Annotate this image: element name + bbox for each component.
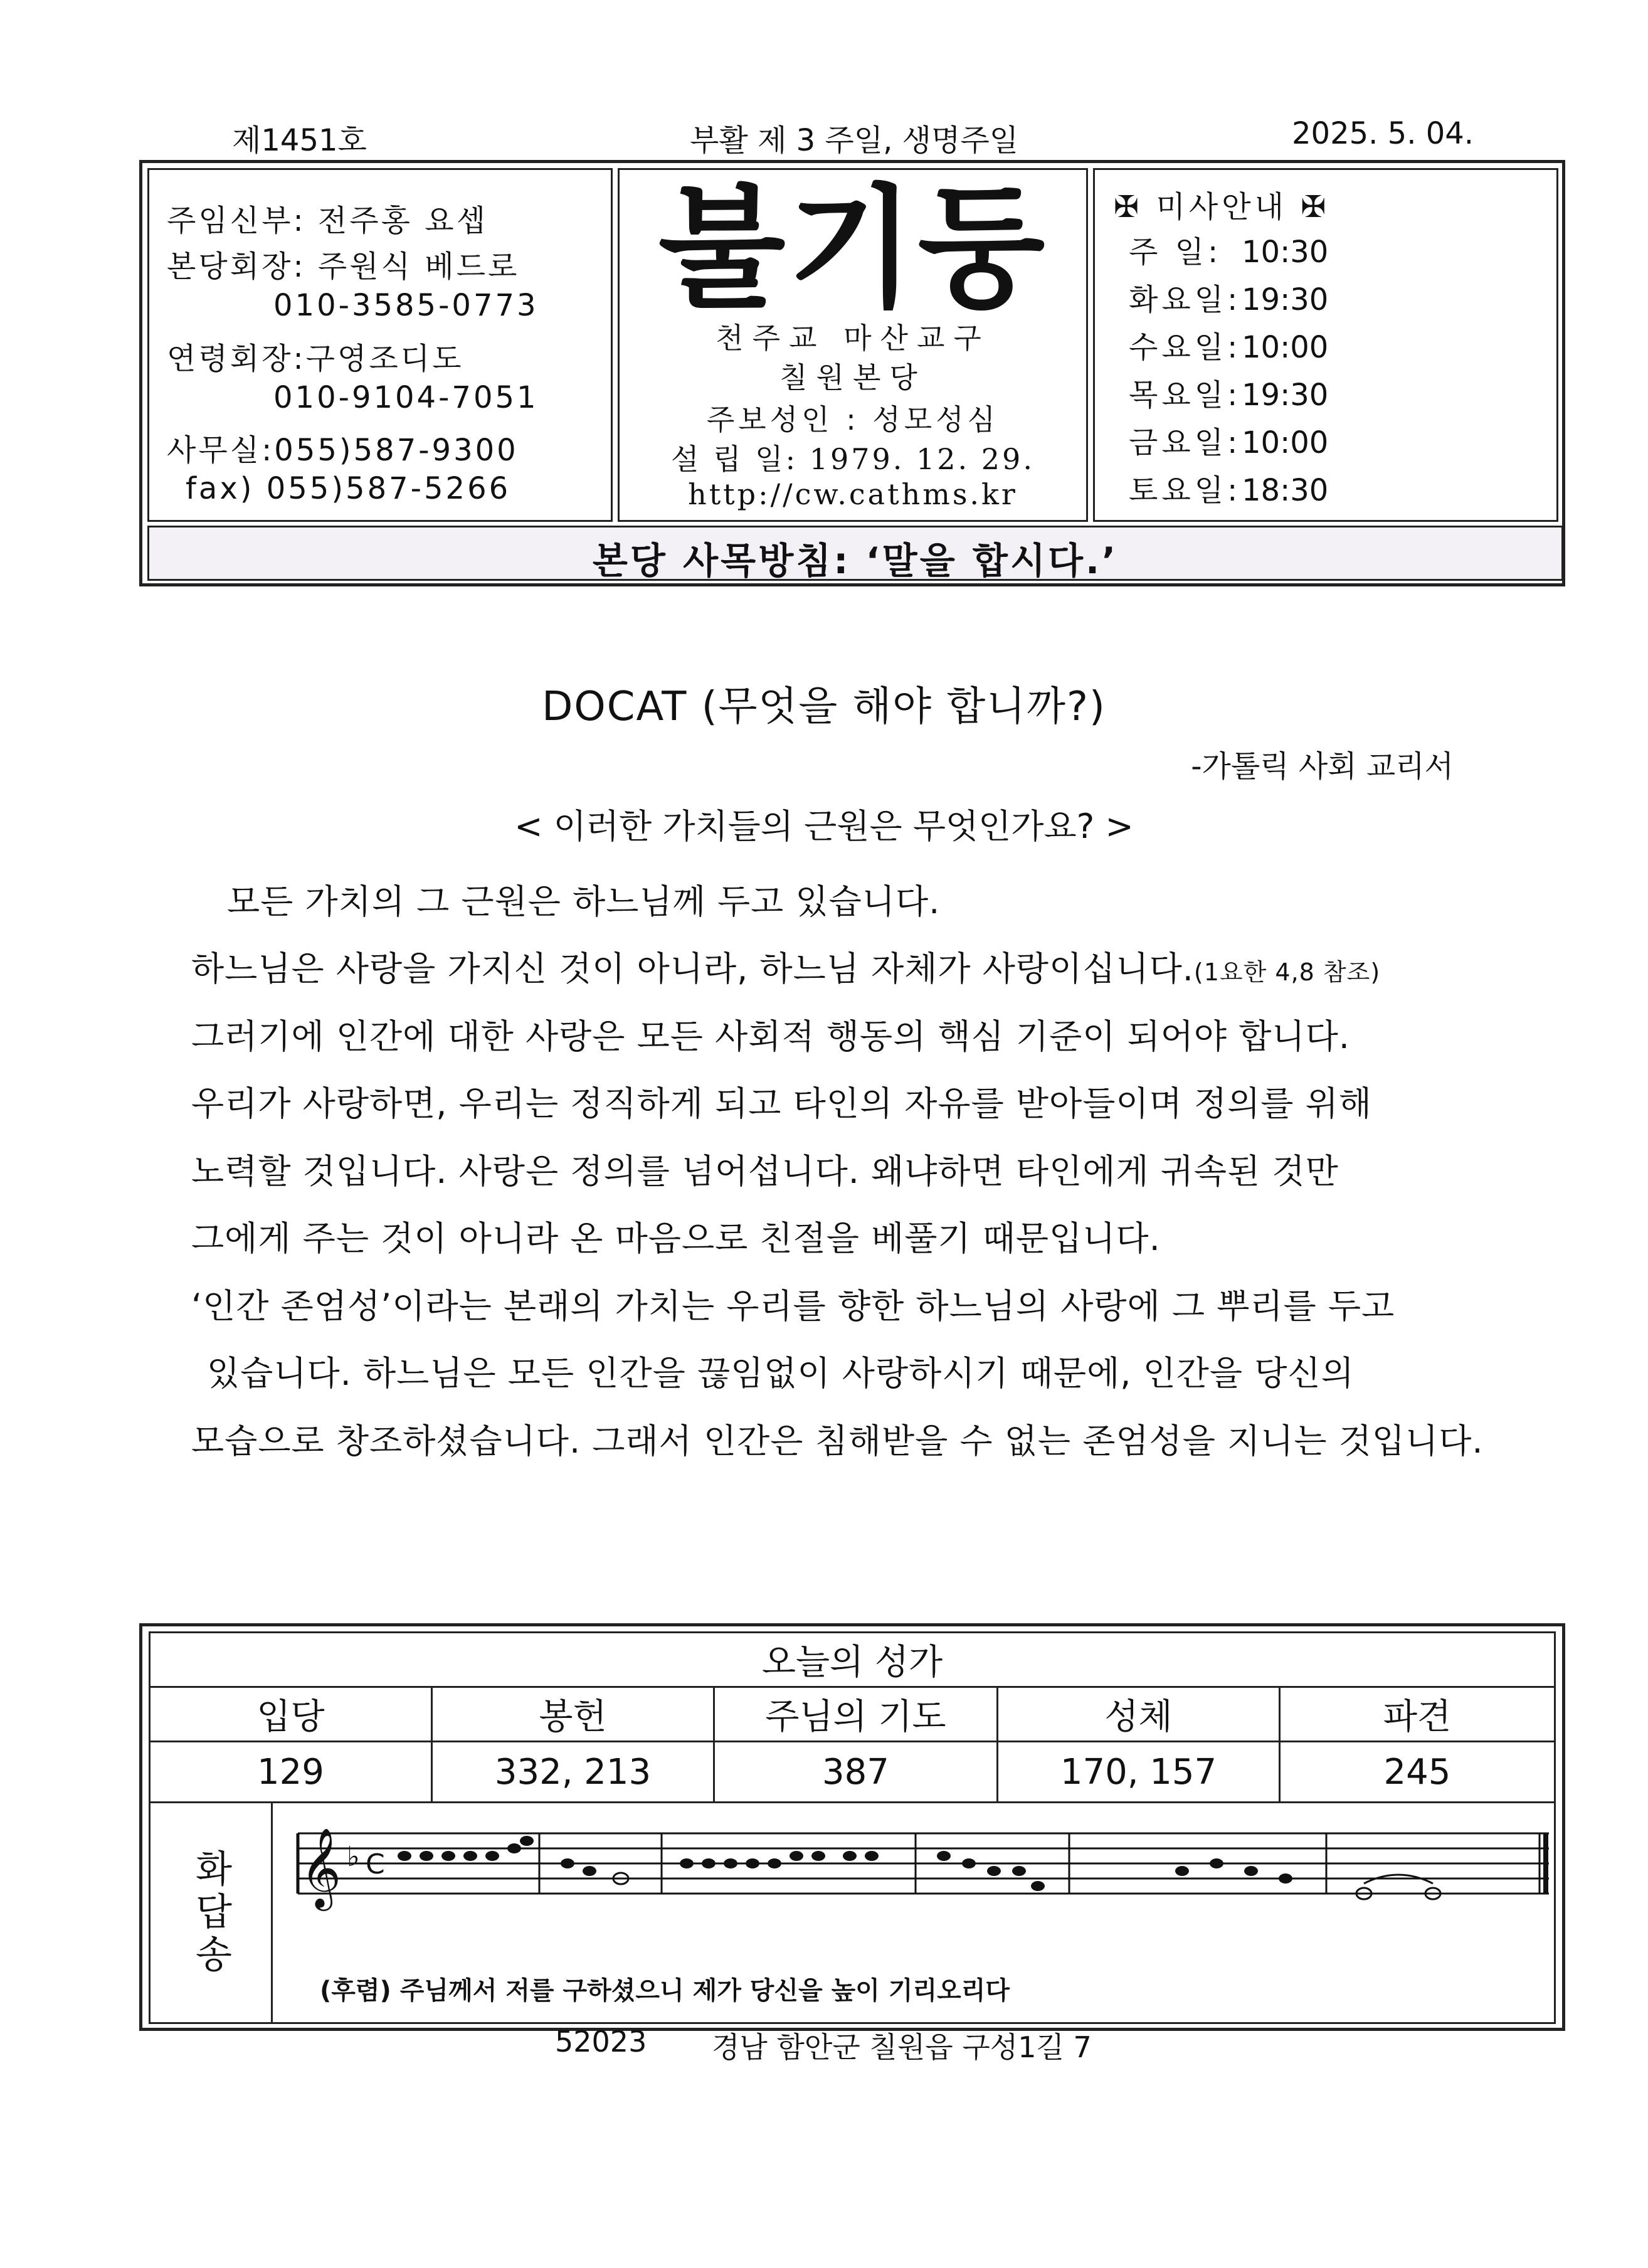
mass-time: 10:30	[1242, 235, 1329, 270]
diocese: 천주교 마산교구	[716, 321, 990, 355]
mass-time-row	[1129, 466, 1328, 509]
hymn-header: 파견	[1383, 1697, 1452, 1737]
hymn-number-row	[149, 1741, 1556, 1803]
parish-motto: 본당 사목방침: ‘말을 합시다.’	[592, 539, 1119, 582]
article-line: ‘인간 존엄성’이라는 본래의 가치는 우리를 향한 하느님의 사랑에 그 뿌리를 두고	[191, 1286, 1395, 1326]
hymn-table	[139, 1623, 1565, 2031]
hymn-number: 245	[1383, 1751, 1451, 1793]
mass-day: 목요일:	[1129, 378, 1242, 413]
office-phone: 사무실:055)587-9300	[167, 433, 519, 468]
website-url[interactable]: http://cw.cathms.kr	[688, 477, 1018, 511]
bible-reference: (1요한 4,8 참조)	[1193, 958, 1381, 986]
hymn-header: 주님의 기도	[715, 1688, 998, 1741]
mass-time-row	[1129, 275, 1328, 319]
article-line: 있습니다. 하느님은 모든 인간을 끊임없이 사랑하시기 때문에, 인간을 당신의	[207, 1354, 1355, 1393]
issue-number: 제1451호	[232, 123, 367, 158]
mass-time-row	[1129, 323, 1328, 366]
responsorial-row	[149, 1801, 1556, 2024]
mass-day: 토요일:	[1129, 473, 1242, 508]
responsorial-label: 화답송	[151, 1803, 273, 2022]
mass-day: 금요일:	[1129, 425, 1242, 460]
hymn-header-row	[149, 1686, 1556, 1742]
mass-time: 10:00	[1242, 425, 1329, 460]
parish-name: 칠원본당	[779, 361, 926, 395]
article-subtitle: -가톨릭 사회 교리서	[1191, 749, 1454, 784]
mass-time: 18:30	[1242, 473, 1329, 508]
hymn-header: 봉헌	[433, 1688, 715, 1741]
hymn-number: 387	[715, 1742, 998, 1801]
mass-schedule	[1093, 168, 1558, 522]
motto-row	[147, 526, 1563, 581]
mass-time: 19:30	[1242, 282, 1329, 317]
article-line: 그에게 주는 것이 아니라 온 마음으로 친절을 베풀기 때문입니다.	[191, 1219, 1161, 1258]
mass-time: 10:00	[1242, 330, 1329, 365]
hymn-title-row	[149, 1631, 1556, 1688]
svg-text:𝄞: 𝄞	[300, 1827, 342, 1907]
music-staff	[273, 1803, 1561, 2022]
svg-text:C: C	[366, 1848, 385, 1880]
svg-text:♭: ♭	[347, 1841, 360, 1873]
occasion: 부활 제 3 주일, 생명주일	[690, 123, 1019, 158]
parish-address: 경남 함안군 칠원읍 구성1길 7	[712, 2030, 1092, 2064]
hymn-number: 129	[151, 1742, 433, 1801]
article-title: DOCAT (무엇을 해야 합니까?)	[542, 684, 1106, 730]
senior-phone: 010-9104-7051	[273, 380, 539, 415]
mass-heading: ✠ 미사안내 ✠	[1114, 189, 1330, 225]
president-phone: 010-3585-0773	[273, 288, 539, 323]
parish-president: 본당회장: 주원식 베드로	[167, 249, 520, 284]
article-line: 그러기에 인간에 대한 사랑은 모든 사회적 행동의 핵심 기준이 되어야 합니다.	[191, 1017, 1350, 1056]
hymn-header: 입당	[151, 1688, 433, 1741]
hymn-header: 성체	[998, 1688, 1281, 1741]
article-line: 모습으로 창조하셨습니다. 그래서 인간은 침해받을 수 없는 존엄성을 지니는 것입니다.	[191, 1421, 1484, 1461]
article-line: 노력할 것입니다. 사랑은 정의를 넘어섭니다. 왜냐하면 타인에게 귀속된 것만	[191, 1152, 1339, 1191]
masthead-box	[139, 160, 1565, 586]
sheet-music	[273, 1803, 1554, 2022]
postal-code: 52023	[555, 2025, 647, 2059]
mass-day: 화요일:	[1129, 282, 1242, 317]
mass-day: 수요일:	[1129, 330, 1242, 365]
parish-contacts	[147, 168, 613, 522]
patron-saint: 주보성인 : 성모성심	[706, 403, 1000, 437]
founded-date: 설 립 일: 1979. 12. 29.	[671, 442, 1035, 476]
article-line: 하느님은 사랑을 가지신 것이 아니라, 하느님 자체가 사랑이십니다.(1요한 4,8 참조)	[191, 949, 1381, 988]
pastor: 주임신부: 전주홍 요셉	[167, 203, 489, 238]
hymn-number: 332, 213	[433, 1742, 715, 1801]
mass-time-row	[1129, 228, 1328, 271]
masthead-center	[618, 168, 1088, 522]
mass-time: 19:30	[1242, 378, 1329, 413]
article-line: 우리가 사랑하면, 우리는 정직하게 되고 타인의 자유를 받아들이며 정의를 위해	[191, 1084, 1372, 1123]
hymn-title: 오늘의 성가	[761, 1642, 943, 1683]
mass-day: 주 일:	[1129, 235, 1222, 270]
article-question: < 이러한 가치들의 근원은 무엇인가요? >	[514, 807, 1134, 846]
fax-number: fax) 055)587-5266	[186, 471, 511, 506]
senior-president: 연령회장:구영조디도	[167, 341, 464, 376]
mass-time-row	[1129, 371, 1328, 414]
issue-date: 2025. 5. 04.	[1292, 116, 1474, 151]
mass-time-row	[1129, 418, 1328, 462]
hymn-number: 170, 157	[998, 1742, 1281, 1801]
article-line: 모든 가치의 그 근원은 하느님께 두고 있습니다.	[227, 882, 941, 921]
lyrics-text: (후렴) 주님께서 저를 구하셨으니 제가 당신을 높이 기리오리다	[320, 1976, 1010, 2005]
bulletin-title: 불기둥	[658, 172, 1048, 326]
